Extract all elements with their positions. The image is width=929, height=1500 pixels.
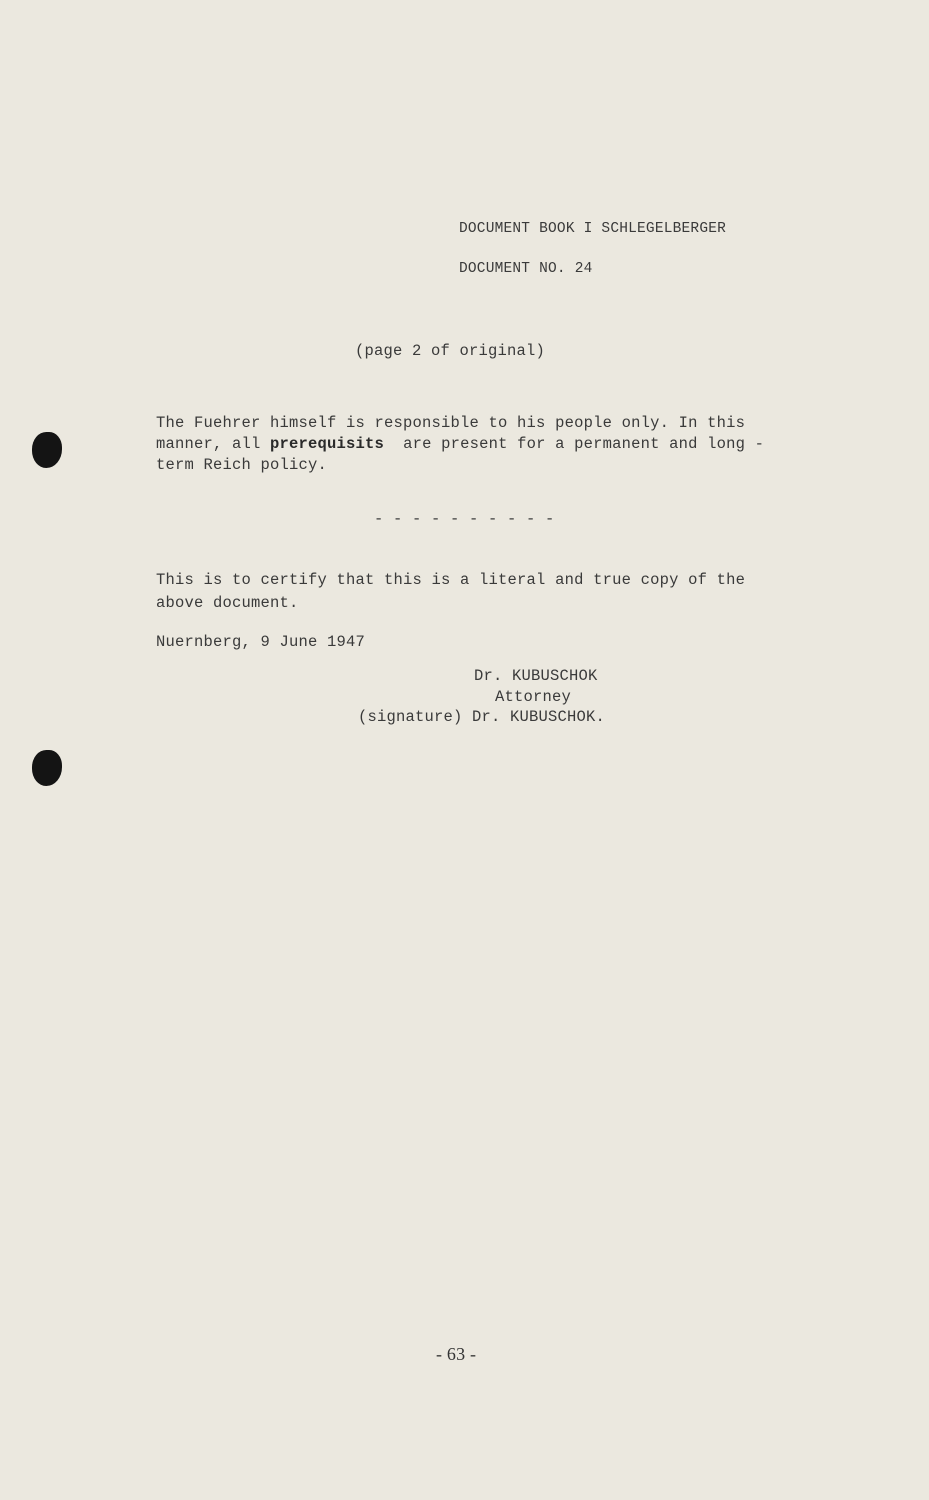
body-bold-word: prerequisits — [270, 435, 385, 453]
punch-hole-bottom — [32, 750, 62, 786]
body-line-1: The Fuehrer himself is responsible to his people only. In this — [156, 414, 746, 432]
signature-title: Attorney — [495, 688, 572, 706]
body-line-2-start: manner, all — [156, 435, 271, 453]
header-document-number: DOCUMENT NO. 24 — [459, 261, 593, 277]
signature-line: (signature) Dr. KUBUSCHOK. — [358, 708, 606, 726]
certification-line-1: This is to certify that this is a literal and true copy of the — [156, 571, 746, 589]
punch-hole-top — [32, 432, 62, 468]
body-line-2 — [156, 434, 764, 455]
page-note: (page 2 of original) — [355, 342, 546, 360]
header-document-book: DOCUMENT BOOK I SCHLEGELBERGER — [459, 221, 727, 237]
body-line-2-end: are present for a permanent and long - — [384, 435, 765, 453]
page-number: - 63 - — [436, 1344, 477, 1364]
signature-name: Dr. KUBUSCHOK — [474, 667, 598, 685]
separator: - - - - - - - - - - — [374, 510, 555, 528]
body-line-3: term Reich policy. — [156, 456, 328, 474]
place-date: Nuernberg, 9 June 1947 — [156, 633, 366, 651]
certification-line-2: above document. — [156, 594, 299, 612]
